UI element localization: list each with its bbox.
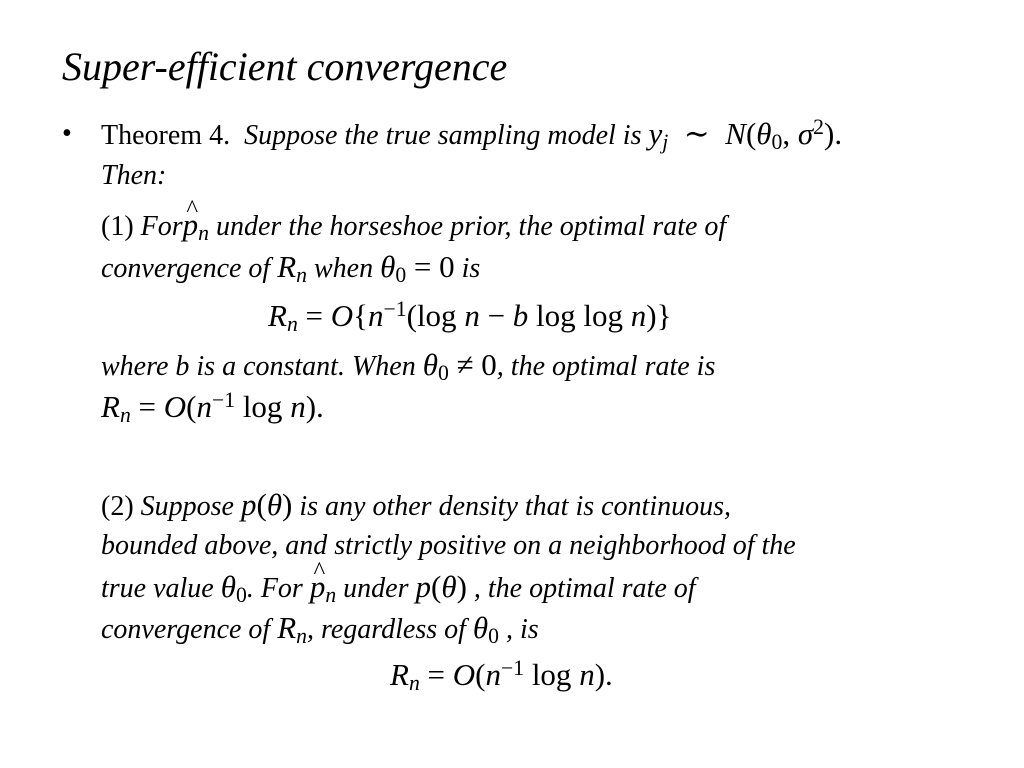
part2-line-1 <box>101 485 731 527</box>
part2-rate: , the optimal rate of <box>473 573 696 604</box>
rate-equation-nonzero: $R_n = O(n^{-1}$ log n). <box>101 388 324 428</box>
part1-when: when <box>313 253 374 284</box>
part2-line-3 <box>101 567 696 609</box>
part2-for: . For <box>246 573 303 604</box>
p-hat-n-symbol-2: ^ $p_n$ <box>310 567 336 607</box>
part2-under: under <box>343 573 409 604</box>
theorem-label: Theorem 4. <box>101 120 231 151</box>
theta-zero-symbol-2: $\theta_0$ <box>472 610 499 649</box>
part1-line-2 <box>101 247 480 289</box>
part2-conv: convergence of <box>101 614 271 645</box>
part2-line-2: bounded above, and strictly positive on a neighborhood of the <box>101 530 796 561</box>
r-n-symbol-2: $R_n$ <box>277 610 307 649</box>
part1-for: For <box>140 211 183 242</box>
theorem-line <box>101 114 842 156</box>
part1-where: where b is a constant. When <box>101 351 416 382</box>
part1-label: (1) <box>101 211 134 242</box>
p-theta-symbol-2: p(θ) <box>415 569 467 604</box>
theta-zero-symbol: $\theta_0$ <box>220 569 247 608</box>
sampling-model-formula: $y_j$ ∼ $N(\theta_0$, $\sigma^2$). <box>648 115 843 155</box>
part1-text-a: under the horseshoe prior, the optimal rate of <box>216 211 727 242</box>
rate-equation-horseshoe: $R_n = O\{n^{-1}(\log$ n − b log log n)} <box>268 297 672 337</box>
part1-line-1 <box>101 205 726 247</box>
p-theta-symbol: p(θ) <box>240 487 293 522</box>
part1-rate: , the optimal rate is <box>496 351 716 382</box>
part1-is: is <box>461 253 481 284</box>
part2-regardless: , regardless of <box>306 614 466 645</box>
part2-line-4 <box>101 608 539 650</box>
theorem-then: Then: <box>101 160 167 191</box>
part1-line-3 <box>101 345 715 387</box>
r-n-symbol: $R_n$ <box>277 249 307 288</box>
part2-label: (2) <box>101 491 134 522</box>
p-hat-n-symbol: ^ $p_n$ <box>183 205 209 245</box>
theorem-text: Suppose the true sampling model is <box>244 120 642 151</box>
bullet-marker: • <box>62 118 72 149</box>
theta-zero-not-zero: $\theta_0 \ne 0$ <box>422 347 497 386</box>
part2-text-a: is any other density that is continuous, <box>299 491 732 522</box>
part2-suppose: Suppose <box>140 491 234 522</box>
part1-text-b: convergence of <box>101 253 271 284</box>
rate-equation-general: $R_n = O(n^{-1}$ log n). <box>390 656 613 696</box>
slide-title: Super-efficient convergence <box>62 44 508 89</box>
theta-zero-equals-zero: $\theta_0 = 0$ <box>380 249 455 288</box>
part2-text-c: true value <box>101 573 214 604</box>
part2-is: , is <box>505 614 539 645</box>
